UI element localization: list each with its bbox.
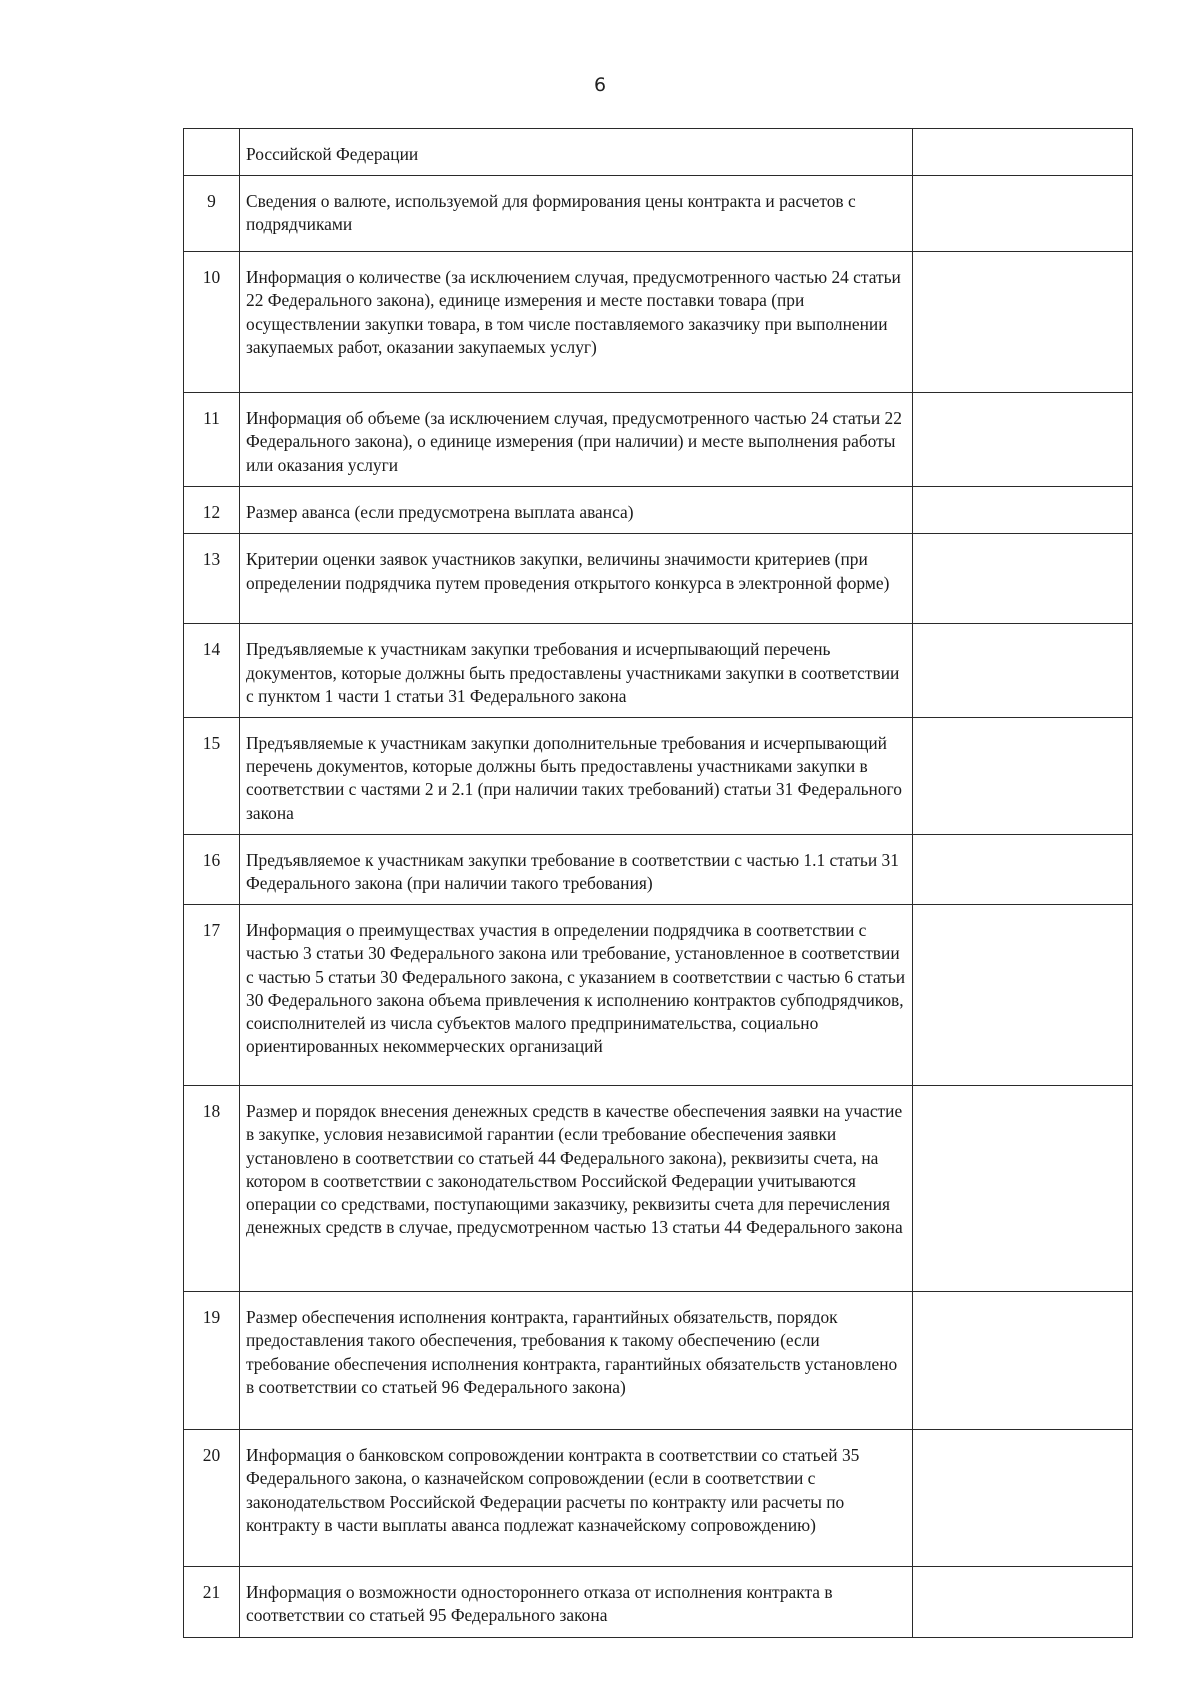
row-number: 14 bbox=[184, 624, 240, 718]
table-row bbox=[184, 393, 1133, 487]
row-value bbox=[913, 176, 1133, 252]
row-value bbox=[913, 1430, 1133, 1567]
table-row bbox=[184, 176, 1133, 252]
table-row bbox=[184, 1567, 1133, 1637]
table-row bbox=[184, 252, 1133, 393]
row-value bbox=[913, 718, 1133, 835]
row-description: Размер обеспечения исполнения контракта, гарантийных обязательств, порядок предоставления такого обеспечения, требования к такому обеспечению (если требование обеспечения исполнения контракта, гарантийных обязательств установлено в соответствии со статьей 96 Федерального закона) bbox=[240, 1292, 913, 1430]
row-number: 18 bbox=[184, 1086, 240, 1292]
row-number: 21 bbox=[184, 1567, 240, 1637]
row-number: 9 bbox=[184, 176, 240, 252]
table-row bbox=[184, 905, 1133, 1086]
row-description: Российской Федерации bbox=[240, 129, 913, 176]
row-description: Сведения о валюте, используемой для формирования цены контракта и расчетов с подрядчиками bbox=[240, 176, 913, 252]
row-value bbox=[913, 1292, 1133, 1430]
row-value bbox=[913, 1086, 1133, 1292]
row-value bbox=[913, 624, 1133, 718]
row-description: Информация о возможности одностороннего отказа от исполнения контракта в соответствии со статьей 95 Федерального закона bbox=[240, 1567, 913, 1637]
row-description: Критерии оценки заявок участников закупки, величины значимости критериев (при определении подрядчика путем проведения открытого конкурса в электронной форме) bbox=[240, 534, 913, 624]
requirements-table bbox=[183, 128, 1133, 1638]
row-number: 15 bbox=[184, 718, 240, 835]
row-value bbox=[913, 393, 1133, 487]
table-row bbox=[184, 834, 1133, 904]
table-row bbox=[184, 487, 1133, 534]
table-body bbox=[184, 129, 1133, 1638]
row-description: Информация о преимуществах участия в определении подрядчика в соответствии с частью 3 статьи 30 Федерального закона или требование, установленное в соответствии с частью 5 статьи 30 Федерального закона, с указанием в соответствии с частью 6 статьи 30 Федерального закона объема привлечения к исполнению контрактов субподрядчиков, соисполнителей из числа субъектов малого предпринимательства, социально ориентированных некоммерческих организаций bbox=[240, 905, 913, 1086]
row-number: 13 bbox=[184, 534, 240, 624]
row-description: Предъявляемое к участникам закупки требование в соответствии с частью 1.1 статьи 31 Федерального закона (при наличии такого требования) bbox=[240, 834, 913, 904]
table-row bbox=[184, 718, 1133, 835]
row-number: 20 bbox=[184, 1430, 240, 1567]
row-number bbox=[184, 129, 240, 176]
row-value bbox=[913, 905, 1133, 1086]
row-number: 11 bbox=[184, 393, 240, 487]
row-value bbox=[913, 252, 1133, 393]
row-number: 19 bbox=[184, 1292, 240, 1430]
table-row bbox=[184, 1430, 1133, 1567]
row-description: Размер и порядок внесения денежных средств в качестве обеспечения заявки на участие в закупке, условия независимой гарантии (если требование обеспечения заявки установлено в соответствии со статьей 44 Федерального закона), реквизиты счета, на котором в соответствии с законодательством Российской Федерации учитываются операции со средствами, поступающими заказчику, реквизиты счета для перечисления денежных средств в случае, предусмотренном частью 13 статьи 44 Федерального закона bbox=[240, 1086, 913, 1292]
row-description: Размер аванса (если предусмотрена выплата аванса) bbox=[240, 487, 913, 534]
table-row bbox=[184, 624, 1133, 718]
page-number: 6 bbox=[593, 74, 607, 96]
table-row bbox=[184, 129, 1133, 176]
row-number: 10 bbox=[184, 252, 240, 393]
row-description: Информация о банковском сопровождении контракта в соответствии со статьей 35 Федерального закона, о казначейском сопровождении (если в соответствии с законодательством Российской Федерации расчеты по контракту или расчеты по контракту в части выплаты аванса подлежат казначейскому сопровождению) bbox=[240, 1430, 913, 1567]
row-number: 12 bbox=[184, 487, 240, 534]
table-row bbox=[184, 1086, 1133, 1292]
row-description: Предъявляемые к участникам закупки дополнительные требования и исчерпывающий перечень документов, которые должны быть предоставлены участниками закупки в соответствии с частями 2 и 2.1 (при наличии таких требований) статьи 31 Федерального закона bbox=[240, 718, 913, 835]
table-row bbox=[184, 1292, 1133, 1430]
row-value bbox=[913, 129, 1133, 176]
row-number: 16 bbox=[184, 834, 240, 904]
table-row bbox=[184, 534, 1133, 624]
row-value bbox=[913, 487, 1133, 534]
row-number: 17 bbox=[184, 905, 240, 1086]
row-description: Информация о количестве (за исключением случая, предусмотренного частью 24 статьи 22 Федерального закона), единице измерения и месте поставки товара (при осуществлении закупки товара, в том числе поставляемого заказчику при выполнении закупаемых работ, оказании закупаемых услуг) bbox=[240, 252, 913, 393]
row-description: Информация об объеме (за исключением случая, предусмотренного частью 24 статьи 22 Федерального закона), о единице измерения (при наличии) и месте выполнения работы или оказания услуги bbox=[240, 393, 913, 487]
row-description: Предъявляемые к участникам закупки требования и исчерпывающий перечень документов, которые должны быть предоставлены участниками закупки в соответствии с пунктом 1 части 1 статьи 31 Федерального закона bbox=[240, 624, 913, 718]
row-value bbox=[913, 1567, 1133, 1637]
row-value bbox=[913, 834, 1133, 904]
row-value bbox=[913, 534, 1133, 624]
